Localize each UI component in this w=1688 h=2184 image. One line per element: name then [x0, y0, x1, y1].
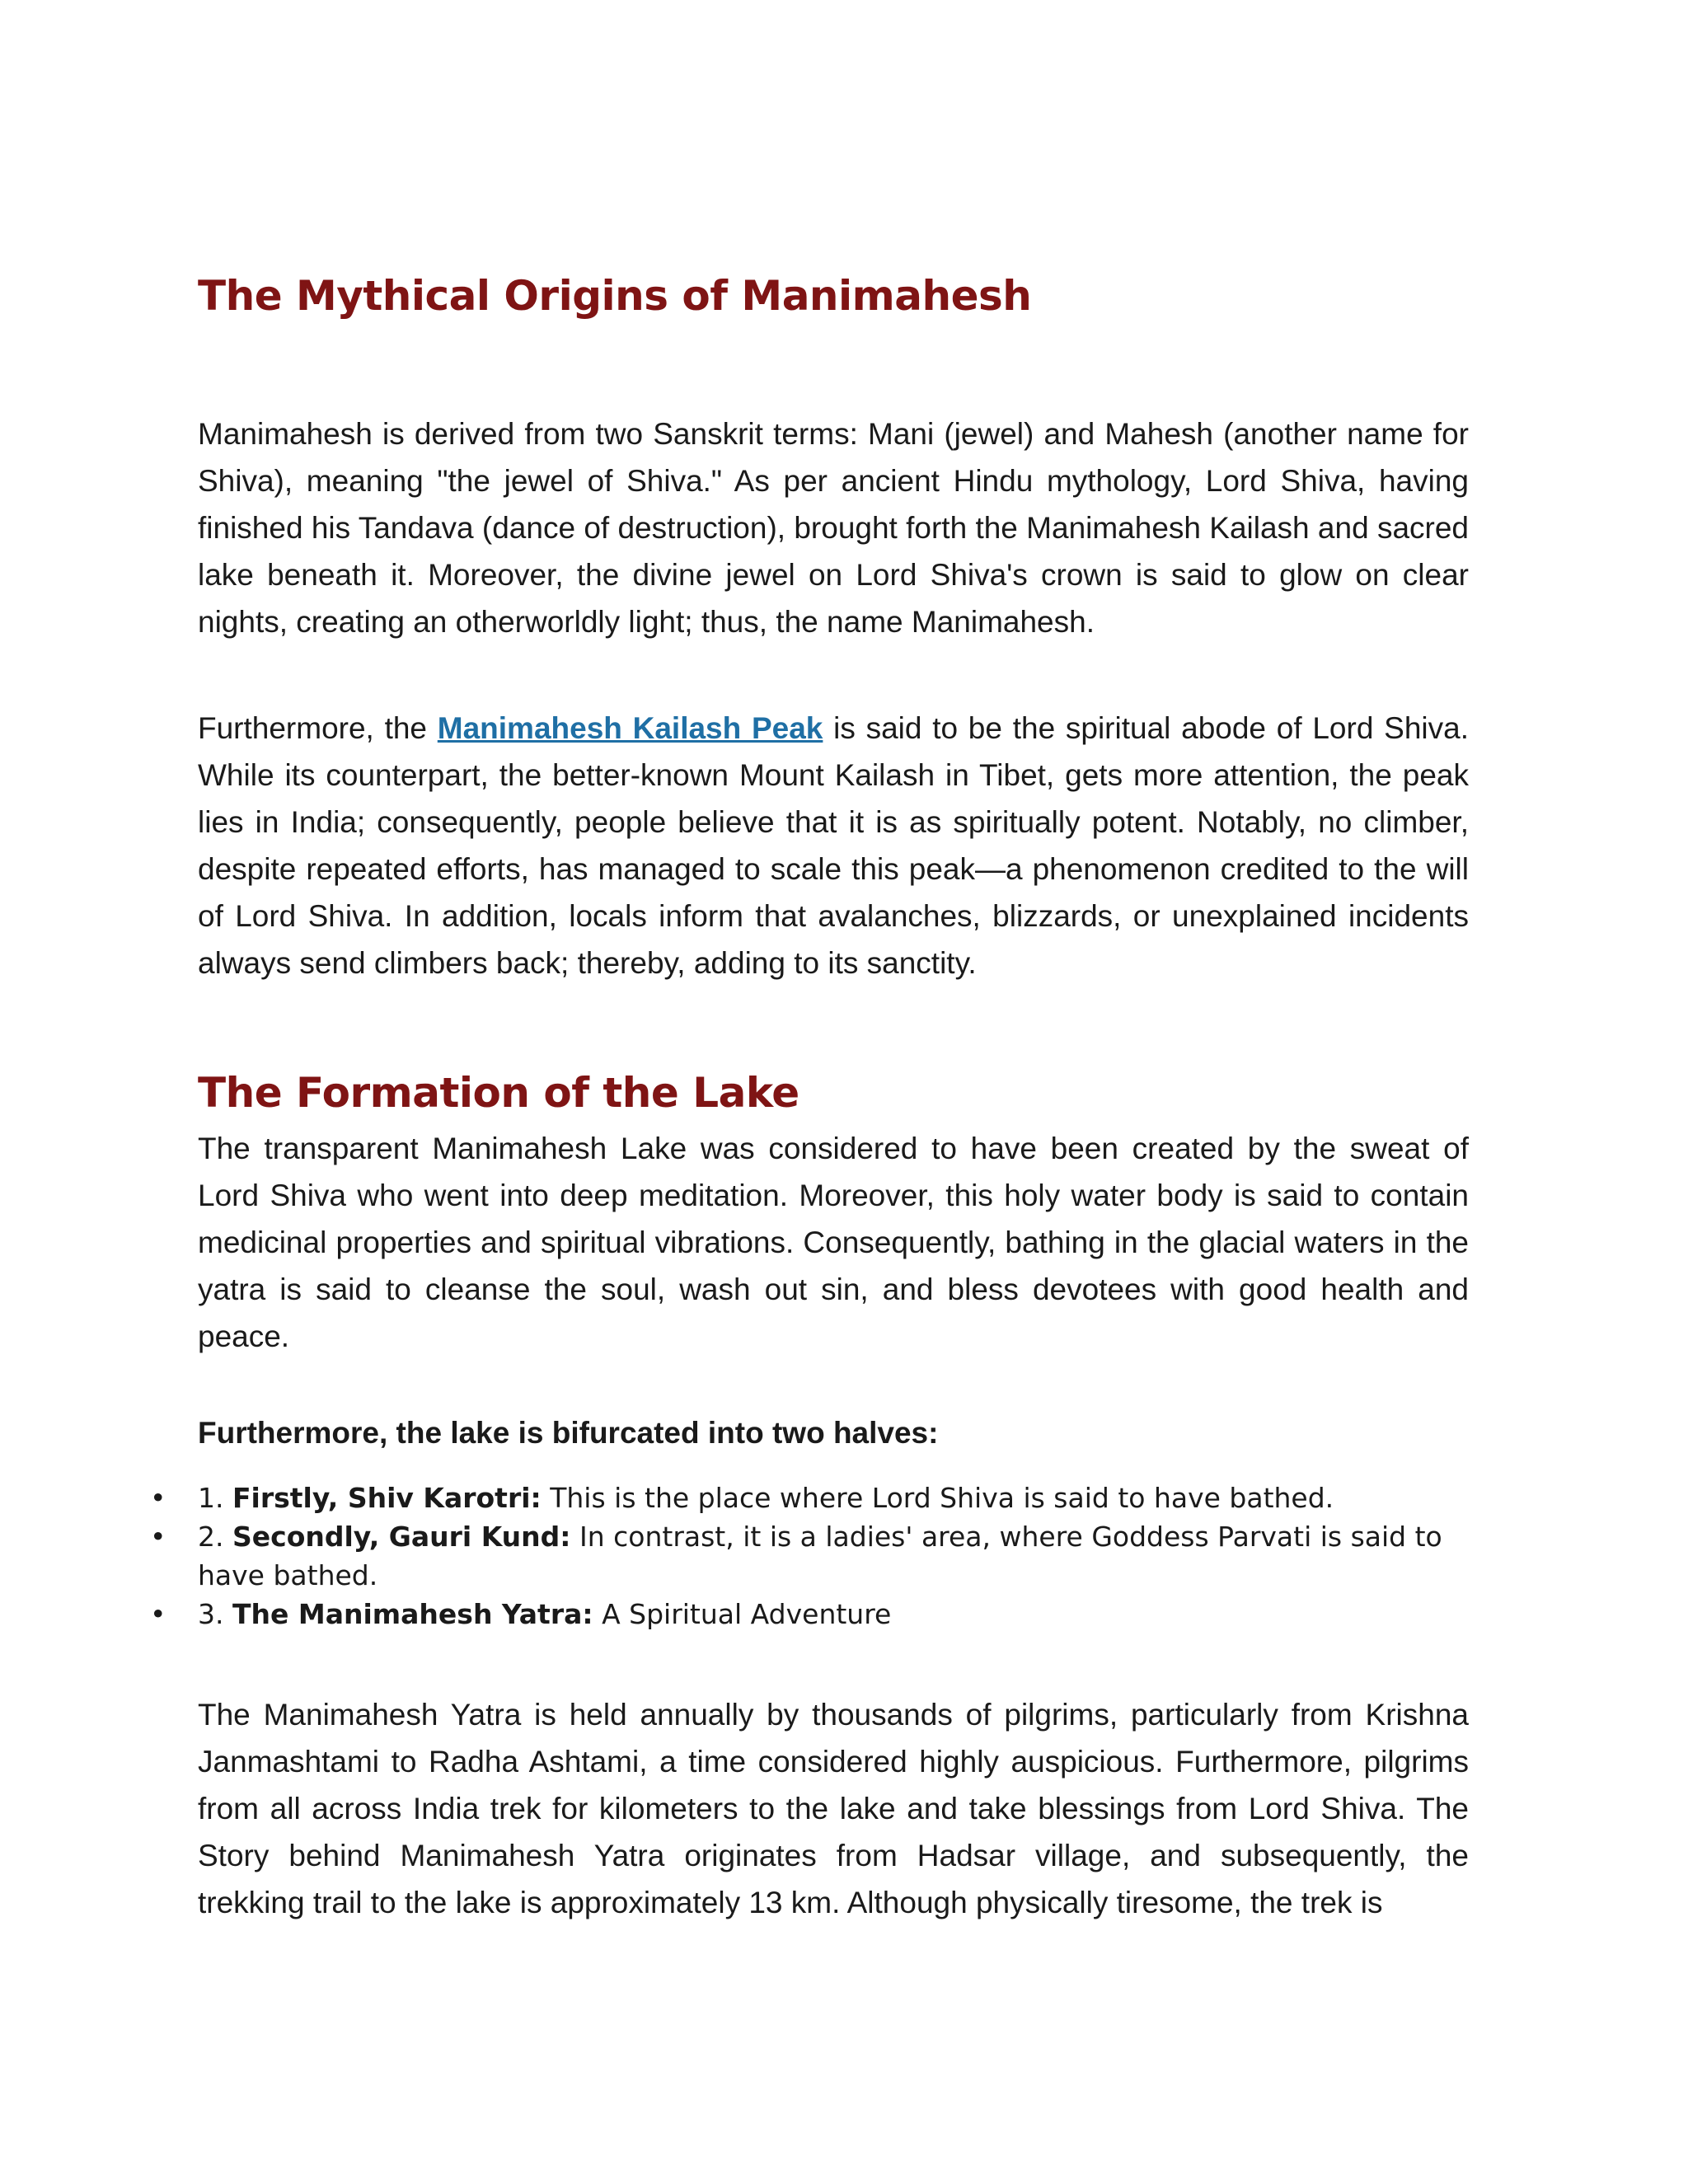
list-item-text: This is the place where Lord Shiva is said to have bathed.: [541, 1482, 1334, 1514]
list-item: [150, 1479, 1469, 1517]
paragraph-yatra: The Manimahesh Yatra is held annually by thousands of pilgrims, particularly from Krishna Janmashtami to Radha Ashtami, a time considered highly auspicious. Furthermore, pilgrims from all across India trek for kilometers to the lake and take blessings from Lord Shiva. The Story behind Manimahesh Yatra originates from Hadsar village, and subsequently, the trekking trail to the lake is approximately 13 km. Although physically tiresome, the trek is: [198, 1698, 1469, 1919]
heading-mythical-origins: The Mythical Origins of Manimahesh: [198, 272, 1032, 320]
paragraph-lake-formation: The transparent Manimahesh Lake was considered to have been created by the sweat of Lord Shiva who went into deep meditation. Moreover, this holy water body is said to contain medicinal properties and spiritual vibrations. Consequently, bathing in the glacial waters in the yatra is said to cleanse the soul, wash out sin, and bless devotees with good health and peace.: [198, 1132, 1469, 1353]
subheading-lake-halves: Furthermore, the lake is bifurcated into two halves:: [198, 1416, 939, 1450]
lake-halves-list: [150, 1479, 1469, 1633]
list-item-text: A Spiritual Adventure: [593, 1598, 892, 1630]
paragraph-kailash-peak-lead: Furthermore, the: [198, 711, 438, 745]
bullet-icon: •: [150, 1598, 166, 1630]
list-item-text: In contrast, it is a ladies' area, where Goddess Parvati is said to have bathed.: [198, 1521, 1442, 1591]
list-item-number: 1.: [198, 1482, 232, 1514]
paragraph-kailash-peak-rest: is said to be the spiritual abode of Lord Shiva. While its counterpart, the better-known Mount Kailash in Tibet, gets more attention, the peak lies in India; consequently, people believe that it is as spiritually potent. Notably, no climber, despite repeated efforts, has managed to scale this peak—a phenomenon credited to the will of Lord Shiva. In addition, locals inform that avalanches, blizzards, or unexplained incidents always send climbers back; thereby, adding to its sanctity.: [198, 711, 1469, 980]
list-item-number: 2.: [198, 1521, 232, 1553]
manimahesh-kailash-peak-link[interactable]: Manimahesh Kailash Peak: [437, 711, 823, 745]
list-item: [150, 1517, 1469, 1595]
bullet-icon: •: [150, 1521, 166, 1553]
document-page: [150, 272, 1469, 1926]
list-item-title: Firstly, Shiv Karotri:: [232, 1482, 542, 1514]
paragraph-name-origin: Manimahesh is derived from two Sanskrit terms: Mani (jewel) and Mahesh (another name for Shiva), meaning "the jewel of Shiva." As per ancient Hindu mythology, Lord Shiva, having finished his Tandava (dance of destruction), brought forth the Manimahesh Kailash and sacred lake beneath it. Moreover, the divine jewel on Lord Shiva's crown is said to glow on clear nights, creating an otherworldly light; thus, the name Manimahesh.: [198, 417, 1469, 639]
list-item-title: Secondly, Gauri Kund:: [232, 1521, 571, 1553]
paragraph-kailash-peak: [198, 705, 1469, 987]
list-item-title: The Manimahesh Yatra:: [232, 1598, 593, 1630]
bullet-icon: •: [150, 1482, 166, 1514]
list-item-number: 3.: [198, 1598, 232, 1630]
list-item: [150, 1595, 1469, 1633]
heading-formation-lake: The Formation of the Lake: [198, 1069, 799, 1117]
